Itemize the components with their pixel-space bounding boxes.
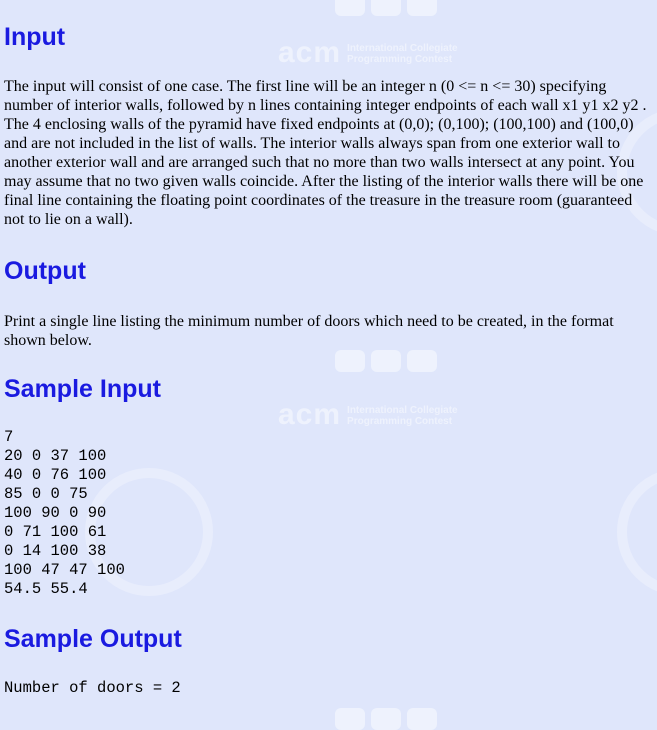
- output-description: Print a single line listing the minimum number of doors which need to be created, in the format shown below.: [4, 313, 614, 349]
- watermark-acm-text: acm: [278, 36, 342, 69]
- watermark-acm-logo: [278, 36, 497, 70]
- watermark-seal-right: [617, 468, 657, 596]
- output-heading: Output: [4, 257, 86, 285]
- watermark-icons-top: [335, 0, 437, 16]
- input-description: The input will consist of one case. The first line will be an integer n (0 <= n <= 30) specifying number of interior walls, followed by n lines containing integer endpoints of each wall x1 y1 x2 y2 . The 4 enclosing walls of the pyramid have fixed endpoints at (0,0); (0,100); (100,100) and (100,0) and are not included in the list of walls. The interior walls always span from one exterior wall to another exterior wall and are arranged such that no more than two walls intersect at any point. You may assume that no two given walls coincide. After the listing of the interior walls there will be one final line containing the floating point coordinates of the treasure in the treasure room (guaranteed not to lie on a wall).: [4, 78, 647, 228]
- watermark-acm-text-2: acm: [278, 398, 342, 431]
- input-heading: Input: [4, 23, 66, 51]
- sample-input-heading: Sample Input: [4, 375, 161, 403]
- sample-output-block: Number of doors = 2: [4, 679, 181, 697]
- watermark-icons-middle: [335, 350, 437, 372]
- sample-output-heading: Sample Output: [4, 625, 182, 653]
- watermark-acm-subtext-2: International Collegiate Programming Contest: [347, 405, 458, 428]
- sample-input-block: 7 20 0 37 100 40 0 76 100 85 0 0 75 100 90 0 90 0 71 100 61 0 14 100 38 100 47 47 100 54.5 55.4: [4, 428, 125, 598]
- watermark-icons-bottom: [335, 708, 437, 730]
- watermark-acm-subtext: International Collegiate Programming Contest: [347, 43, 458, 66]
- watermark-acm-logo-2: [278, 398, 497, 432]
